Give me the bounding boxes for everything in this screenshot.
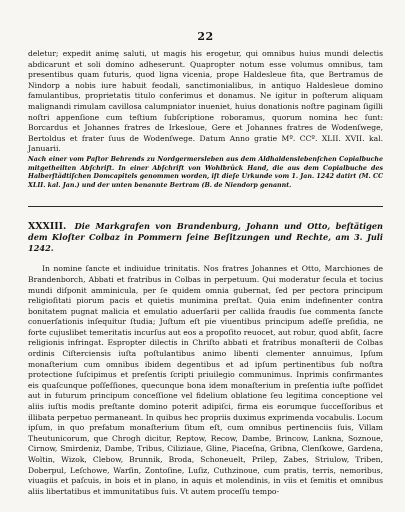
charter-body: In nomine ſancte et indiuidue trinitatis. Nos fratres Johannes et Otto, Marchiones de Brandenborch, Abbati et fratribus in Colbas in perpetuum. Qui moderatur ſecula et tocius mundi diſponit amminicula, per ſe quidem omnia gubernat, ſed per pectora principum religioſitati piorum pacis et quietis munimina preſtat. Quia enim indefinenter contra bonitatem pugnat malicia et emulatio aduerſarii per callida fraudis ſue commenta ſancte conuerſationis inſequitur ſtudia; Juſtum eſt pie viuentibus principum adeſſe preſidia, ne forte cujuslibet temeritatis incurſus aut eos a propoſito reuocet, aut robur, quod abſit, ſacre religionis infringat. Espropter dilectis in Chriſto abbati et fratribus monaſterii de Colbas ordinis Ciſterciensis iuſta poſtulantibus animo libenti clementer annuimus, Ipſum monaſterium cum omnibus ibidem degentibus et ad ipſum pertinentibus ſub noſtra protectione ſuſcipimus et preſentis ſcripti priuilegio communimus. Inprimis confirmantes eis quaſcunque poſſeſſiones, quecunque bona idem monaſterium in preſentia iuſte poſſidet aut in futurum principum conceſſione vel fidelium oblatione ſeu legitima conceptione vel aliis iuſtis modis preſtante domino poterit adipiſci, firma eis eorumque ſucceſſoribus et illibata perpetuo permaneant. In quibus hec propriis duximus exprimenda vocabulis. Locum ipſum, in quo prefatum monaſterium ſitum eſt, cum omnibus pertinenciis ſuis, Villam Theutunicorum, que Chrogh dicitur, Reptow, Recow, Dambe, Brincow, Lankna, Soznoue, Cirnow, Smirdeniz, Dambe, Tribus, Ciliziaue, Gline, Piaceſna, Gribna, Clenſkowe, Gardena, Woltin, Wizok, Clebow, Brunnik, Broda, Schoneuelt, Prilep, Zabes, Striulow, Triben, Doberpul, Leſchowe, Warſin, Zontoſine, Luſiz, Cuthzinoue, cum pratis, terris, nemoribus, viuagiis et paſcuis, in bois et in plano, in aquis et molendinis, in viis et ſemitis et omnibus aliis libertatibus et immunitatibus ſuis. Vt autem proceſſu tempo- [28, 264, 383, 496]
charter-title: Die Markgrafen von Brandenburg, Johann und Otto, beſtätigen dem Kloſter Colbaz in Pommern ſeine Beſitzungen und Rechte, am 3. Juli 1242. [28, 221, 383, 254]
charter-heading [28, 221, 383, 254]
section-divider [28, 206, 383, 207]
charter-number: XXXIII. [28, 221, 67, 233]
continued-charter-text: deletur; expedit animę saluti, ut magis his erogetur, qui omnibus huius mundi delectis abdicarunt et soli domino adheserunt. Quapropter notum esse volumus omnibus, tam presentibus quam futuris, quod ligna vicenia, prope Haldesleue fita, que Bertramus de Nindorp a nobis iure habuit feodali, sanctimonialibus, in antiquo Haldesleue domino famulantibus, proprietatis titulo conferimus et donamus. Ne igitur in poſterum aliquam malignandi rimulam cavillosa calumpniator inueniet, huius donationis noſtre paginam ſigilli noſtri appenſione cum teſtium ſubſcriptione roboramus, quorum nomina hec ſunt: Borcardus et Johannes fratres de Irkesloue, Gere et Johannes fratres de Wodenſwege, Bertoldus et frater ſuus de Wodenſwege. Datum Anno gratie Mº. CCº. XLII. XVII. kal. Januarii. [28, 49, 383, 154]
editorial-source-note: Nach einer vom Paſtor Behrends zu Nordgermersleben aus dem Aldhaldenslebenſchen Copialbuche mitgetheilten Abſchrift. In einer Abſchrift von Wohlbrück Hand, die aus dem Copialbuche des Halberſtädtiſchen Domcapitels genommen worden, iſt dieſe Urkunde vom 1. Jan. 1242 datirt (M. CC XLII. kal. Jan.) und der unten benannte Bertram (B. de Niendorp genannt. [28, 155, 383, 189]
page-number: 22 [197, 30, 214, 43]
